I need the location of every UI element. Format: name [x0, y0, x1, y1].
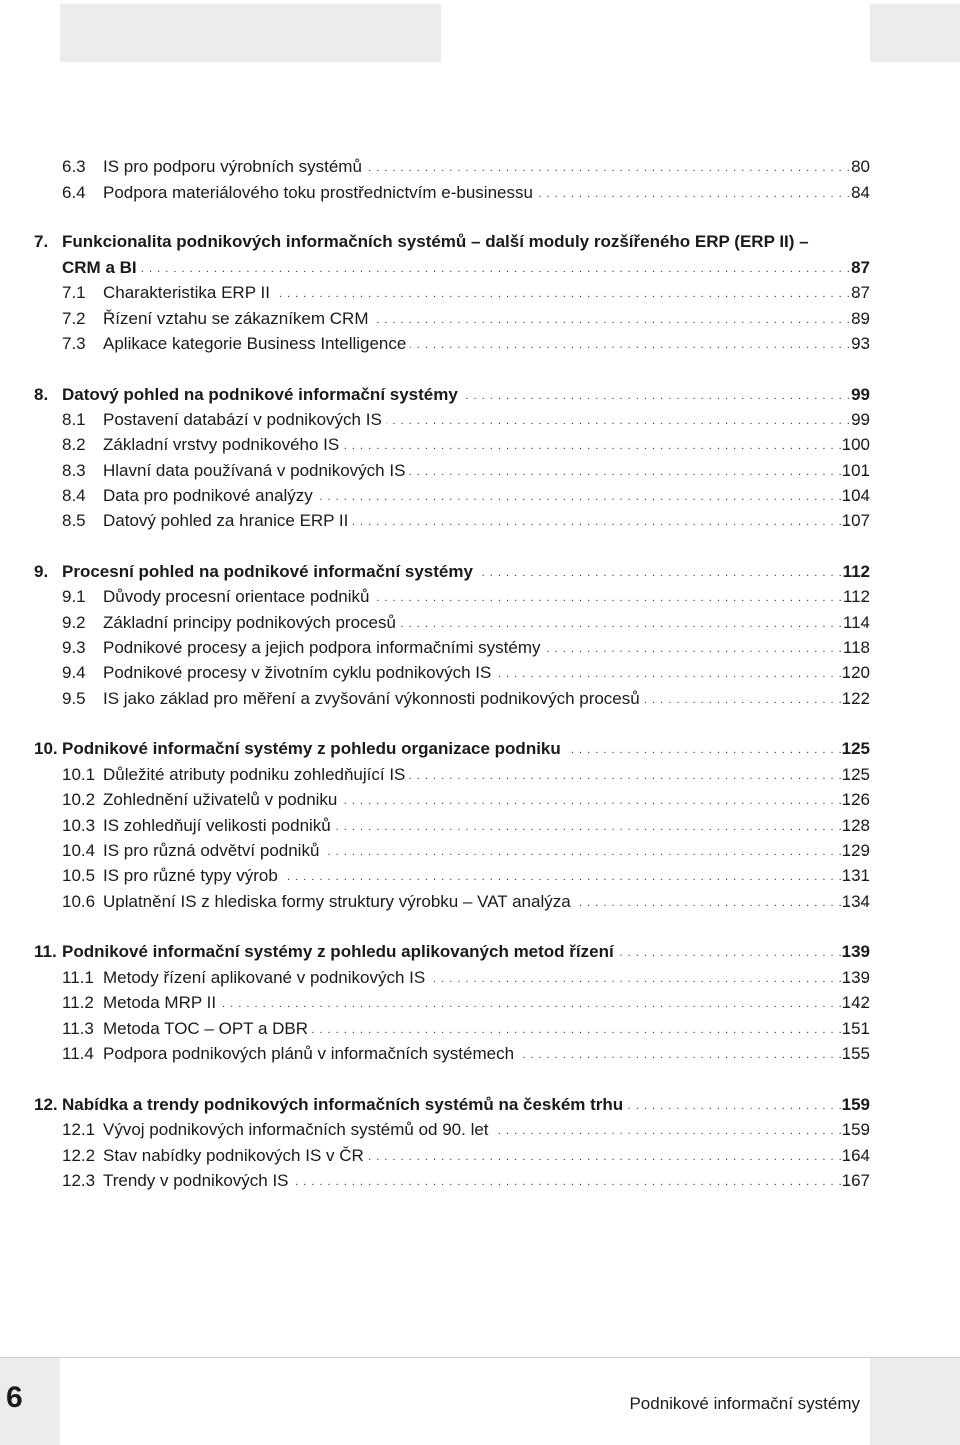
toc-chapter-title: Podnikové informační systémy z pohledu organizace podniku	[62, 739, 565, 758]
toc-entry-page: 139	[841, 968, 870, 987]
toc-entry-number: 9.5	[62, 689, 86, 708]
toc-entry[interactable]	[0, 610, 960, 636]
toc-chapter-heading[interactable]	[0, 736, 960, 762]
toc-chapter-heading[interactable]	[0, 939, 960, 965]
toc-entry-number: 8.3	[62, 461, 86, 480]
toc-entry-number: 9.1	[62, 587, 86, 606]
toc-entry-title: Řízení vztahu se zákazníkem CRM	[103, 309, 372, 328]
toc-entry-page: 99	[851, 410, 870, 429]
toc-entry-leader	[103, 432, 867, 458]
toc-entry[interactable]	[0, 458, 960, 484]
toc-entry[interactable]	[0, 1041, 960, 1067]
toc-entry-number: 6.4	[62, 183, 86, 202]
toc-chapter-page: 159	[841, 1095, 870, 1114]
toc-chapter-number: 12.	[34, 1095, 58, 1114]
toc-entry[interactable]	[0, 407, 960, 433]
toc-entry-leader	[103, 508, 867, 534]
toc-chapter-leader	[62, 1092, 867, 1118]
toc-entry[interactable]	[0, 813, 960, 839]
toc-entry-leader	[103, 660, 867, 686]
toc-entry-page: 101	[841, 461, 870, 480]
toc-entry-leader	[103, 889, 867, 915]
toc-entry-number: 9.4	[62, 663, 86, 682]
toc-entry-leader	[103, 610, 867, 636]
toc-entry-leader	[103, 635, 867, 661]
toc-chapter-page: 125	[841, 739, 870, 758]
toc-chapter-number: 9.	[34, 562, 49, 581]
toc-entry-number: 7.2	[62, 309, 86, 328]
toc-entry-number: 12.1	[62, 1120, 96, 1139]
toc-entry-page: 100	[841, 435, 870, 454]
toc-entry-number: 9.3	[62, 638, 86, 657]
toc-entry-leader	[103, 483, 867, 509]
toc-entry-page: 118	[842, 638, 870, 657]
toc-chapter-title: Podnikové informační systémy z pohledu aplikovaných metod řízení	[62, 942, 618, 961]
toc-entry-number: 10.5	[62, 866, 96, 885]
toc-entry-title: Vývoj podnikových informačních systémů od 90. let	[103, 1120, 493, 1139]
toc-chapter-heading[interactable]	[0, 559, 960, 585]
toc-chapter-heading[interactable]	[0, 382, 960, 408]
toc-chapter-page: 112	[842, 562, 870, 581]
toc-entry-number: 10.6	[62, 892, 96, 911]
toc-entry-title: Stav nabídky podnikových IS v ČR	[103, 1146, 368, 1165]
toc-entry-title: Zohlednění uživatelů v podniku	[103, 790, 341, 809]
toc-entry-leader	[103, 1168, 867, 1194]
toc-entry-title: Metody řízení aplikované v podnikových IS	[103, 968, 429, 987]
toc-entry-title: Základní vrstvy podnikového IS	[103, 435, 343, 454]
toc-entry[interactable]	[0, 331, 960, 357]
toc-entry-number: 8.2	[62, 435, 86, 454]
toc-entry-number: 6.3	[62, 157, 86, 176]
toc-entry-page: 164	[841, 1146, 870, 1165]
toc-entry-number: 12.2	[62, 1146, 96, 1165]
toc-entry[interactable]	[0, 483, 960, 509]
toc-entry-leader	[103, 1143, 867, 1169]
toc-entry-page: 120	[841, 663, 870, 682]
toc-chapter-page: 99	[851, 385, 870, 404]
toc-entry-title: Aplikace kategorie Business Intelligence	[103, 334, 410, 353]
toc-entry-page: 114	[842, 613, 870, 632]
toc-entry[interactable]	[0, 1168, 960, 1194]
toc-entry-number: 9.2	[62, 613, 86, 632]
toc-entry-page: 104	[841, 486, 870, 505]
toc-chapter-page: 139	[841, 942, 870, 961]
toc-entry-leader	[103, 1016, 867, 1042]
toc-entry-page: 125	[841, 765, 870, 784]
toc-entry-leader	[103, 584, 867, 610]
toc-entry-leader	[103, 180, 867, 206]
toc-entry-page: 80	[851, 157, 870, 176]
toc-entry-leader	[103, 458, 867, 484]
toc-entry-number: 10.2	[62, 790, 96, 809]
toc-entry-page: 89	[851, 309, 870, 328]
toc-entry[interactable]	[0, 686, 960, 712]
toc-entry[interactable]	[0, 635, 960, 661]
toc-entry-leader	[103, 154, 867, 180]
footer-book-title: Podnikové informační systémy	[629, 1394, 860, 1413]
toc-entry-title: IS jako základ pro měření a zvyšování výkonnosti podnikových procesů	[103, 689, 644, 708]
toc-chapter-leader	[62, 255, 867, 281]
toc-entry-title: Důvody procesní orientace podniků	[103, 587, 374, 606]
toc-entry-title: Charakteristika ERP II	[103, 283, 274, 302]
toc-entry-title: Data pro podnikové analýzy	[103, 486, 317, 505]
toc-entry-leader	[103, 331, 867, 357]
toc-chapter-number: 10.	[34, 739, 58, 758]
toc-entry[interactable]	[0, 990, 960, 1016]
toc-entry[interactable]	[0, 180, 960, 206]
toc-chapter-number: 7.	[34, 232, 49, 251]
toc-entry-number: 10.3	[62, 816, 96, 835]
toc-entry-title: Důležité atributy podniku zohledňující IS	[103, 765, 409, 784]
toc-entry[interactable]	[0, 889, 960, 915]
toc-entry-number: 8.1	[62, 410, 86, 429]
toc-entry-number: 10.1	[62, 765, 96, 784]
toc-chapter-leader	[62, 736, 867, 762]
toc-entry-page: 122	[841, 689, 870, 708]
toc-entry-leader	[103, 280, 867, 306]
toc-entry-page: 87	[851, 283, 870, 302]
toc-chapter-leader	[62, 382, 867, 408]
toc-entry[interactable]	[0, 787, 960, 813]
toc-entry-page: 159	[841, 1120, 870, 1139]
toc-chapter-page: 87	[851, 258, 870, 277]
toc-entry-title: IS zohledňují velikosti podniků	[103, 816, 335, 835]
toc-entry-title: Podnikové procesy v životním cyklu podnikových IS	[103, 663, 495, 682]
toc-entry-leader	[103, 686, 867, 712]
toc-entry-title: IS pro podporu výrobních systémů	[103, 157, 366, 176]
toc-chapter-number: 11.	[34, 942, 57, 961]
toc-entry-leader	[103, 1117, 867, 1143]
toc-entry[interactable]	[0, 965, 960, 991]
toc-entry-leader	[103, 762, 867, 788]
toc-entry-number: 11.1	[62, 968, 94, 987]
toc-chapter-title: Nabídka a trendy podnikových informačních systémů na českém trhu	[62, 1095, 627, 1114]
toc-entry-number: 11.3	[62, 1019, 94, 1038]
toc-entry[interactable]	[0, 508, 960, 534]
toc-entry[interactable]	[0, 280, 960, 306]
toc-entry-page: 112	[842, 587, 870, 606]
toc-entry-leader	[103, 787, 867, 813]
toc-entry[interactable]	[0, 863, 960, 889]
toc-entry-page: 93	[851, 334, 870, 353]
toc-chapter-title-line2: CRM a BI	[62, 258, 141, 277]
toc-entry-title: Hlavní data používaná v podnikových IS	[103, 461, 409, 480]
toc-entry[interactable]	[0, 432, 960, 458]
toc-entry-page: 134	[841, 892, 870, 911]
toc-chapter-leader	[62, 939, 867, 965]
toc-entry-title: Metoda TOC – OPT a DBR	[103, 1019, 312, 1038]
toc-entry-title: Podnikové procesy a jejich podpora informačními systémy	[103, 638, 544, 657]
toc-entry-title: Metoda MRP II	[103, 993, 220, 1012]
toc-entry-leader	[103, 863, 867, 889]
toc-chapter-title: Procesní pohled na podnikové informační systémy	[62, 562, 477, 581]
toc-entry-title: Postavení databází v podnikových IS	[103, 410, 386, 429]
toc-entry-number: 7.3	[62, 334, 86, 353]
toc-entry-page: 167	[841, 1171, 870, 1190]
toc-entry-page: 129	[841, 841, 870, 860]
toc-entry-page: 142	[841, 993, 870, 1012]
toc-chapter-leader	[62, 559, 867, 585]
toc-entry[interactable]	[0, 154, 960, 180]
toc-entry-title: Podpora materiálového toku prostřednictvím e-businessu	[103, 183, 537, 202]
toc-entry-title: Podpora podnikových plánů v informačních systémech	[103, 1044, 518, 1063]
toc-entry[interactable]	[0, 762, 960, 788]
toc-entry[interactable]	[0, 584, 960, 610]
toc-entry-number: 11.2	[62, 993, 94, 1012]
toc-entry-page: 107	[841, 511, 870, 530]
toc-chapter-heading[interactable]	[0, 1092, 960, 1118]
toc-entry-title: Datový pohled za hranice ERP II	[103, 511, 352, 530]
toc-entry-number: 8.5	[62, 511, 86, 530]
toc-entry-title: Uplatnění IS z hlediska formy struktury výrobku – VAT analýza	[103, 892, 575, 911]
toc-entry-page: 126	[841, 790, 870, 809]
toc-entry-number: 10.4	[62, 841, 96, 860]
toc-entry[interactable]	[0, 838, 960, 864]
toc-entry-leader	[103, 990, 867, 1016]
toc-chapter-heading[interactable]	[0, 255, 960, 281]
toc-entry[interactable]	[0, 1143, 960, 1169]
toc-entry-title: IS pro různé typy výrob	[103, 866, 282, 885]
toc-chapter-title-line1: Funkcionalita podnikových informačních systémů – další moduly rozšířeného ERP (ERP II) –	[62, 232, 809, 251]
toc-entry-page: 131	[841, 866, 870, 885]
toc-entry-leader	[103, 1041, 867, 1067]
toc-entry-number: 8.4	[62, 486, 86, 505]
page-number: 6	[6, 1381, 23, 1414]
toc-entry-leader	[103, 838, 867, 864]
toc-entry-leader	[103, 965, 867, 991]
toc-entry[interactable]	[0, 660, 960, 686]
toc-entry-number: 11.4	[62, 1044, 94, 1063]
footer-divider	[0, 1357, 960, 1358]
toc-chapter-number: 8.	[34, 385, 49, 404]
toc-entry[interactable]	[0, 306, 960, 332]
toc-entry-page: 155	[841, 1044, 870, 1063]
toc-entry-page: 128	[841, 816, 870, 835]
toc-entry-leader	[103, 407, 867, 433]
toc-entry[interactable]	[0, 1016, 960, 1042]
toc-entry-number: 7.1	[62, 283, 86, 302]
toc-entry-title: Základní principy podnikových procesů	[103, 613, 400, 632]
toc-entry[interactable]	[0, 1117, 960, 1143]
toc-entry-number: 12.3	[62, 1171, 96, 1190]
toc-entry-leader	[103, 813, 867, 839]
toc-entry-page: 151	[841, 1019, 870, 1038]
toc-entry-title: Trendy v podnikových IS	[103, 1171, 293, 1190]
toc-entry-leader	[103, 306, 867, 332]
toc-entry-page: 84	[851, 183, 870, 202]
toc-entry-title: IS pro různá odvětví podniků	[103, 841, 323, 860]
toc-chapter-title: Datový pohled na podnikové informační systémy	[62, 385, 462, 404]
